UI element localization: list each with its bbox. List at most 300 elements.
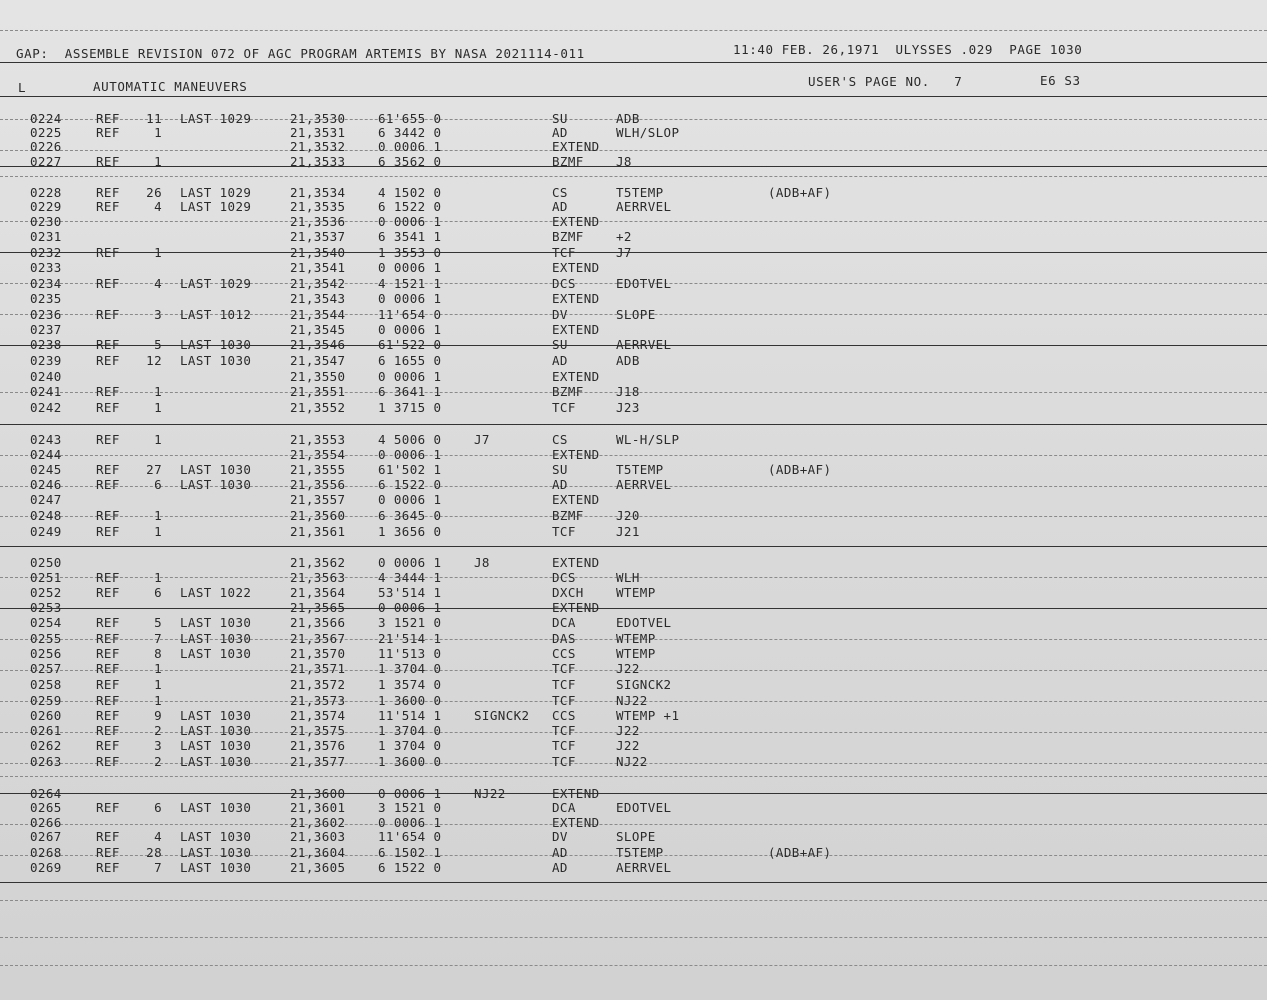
ref-label: REF (96, 860, 120, 875)
ref-count: 1 (154, 154, 162, 169)
ref-label: REF (96, 199, 120, 214)
opcode: TCF (552, 677, 576, 692)
ref-count: 28 (146, 845, 162, 860)
ref-count: 6 (154, 477, 162, 492)
octal-word: 6 1655 0 (378, 353, 442, 368)
listing-row (0, 139, 1267, 154)
octal-word: 61'502 1 (378, 462, 442, 477)
operand: NJ22 (616, 693, 648, 708)
ref-count: 6 (154, 585, 162, 600)
octal-word: 0 0006 1 (378, 600, 442, 615)
opcode: AD (552, 860, 568, 875)
octal-word: 0 0006 1 (378, 214, 442, 229)
opcode: TCF (552, 723, 576, 738)
address: 21,3573 (290, 693, 346, 708)
last-ref: LAST 1012 (180, 307, 252, 322)
listing-row (0, 447, 1267, 462)
line-number: 0260 (30, 708, 62, 723)
operand: J7 (616, 245, 632, 260)
ref-label: REF (96, 524, 120, 539)
listing-row (0, 369, 1267, 384)
octal-word: 1 3600 0 (378, 693, 442, 708)
ref-count: 5 (154, 615, 162, 630)
octal-word: 0 0006 1 (378, 322, 442, 337)
opcode: EXTEND (552, 786, 600, 801)
ref-count: 11 (146, 111, 162, 126)
ref-count: 27 (146, 462, 162, 477)
listing-row (0, 185, 1267, 200)
octal-word: 1 3704 0 (378, 723, 442, 738)
ref-label: REF (96, 111, 120, 126)
form-rule (0, 62, 1267, 63)
opcode: DCS (552, 276, 576, 291)
ref-label: REF (96, 570, 120, 585)
operand: EDOTVEL (616, 800, 672, 815)
last-ref: LAST 1030 (180, 477, 252, 492)
ref-label: REF (96, 462, 120, 477)
address: 21,3555 (290, 462, 346, 477)
listing-row (0, 570, 1267, 585)
last-ref: LAST 1030 (180, 615, 252, 630)
listing-row (0, 291, 1267, 306)
opcode: TCF (552, 693, 576, 708)
opcode: EXTEND (552, 447, 600, 462)
line-number: 0233 (30, 260, 62, 275)
octal-word: 53'514 1 (378, 585, 442, 600)
line-number: 0267 (30, 829, 62, 844)
ref-label: REF (96, 738, 120, 753)
address: 21,3532 (290, 139, 346, 154)
address: 21,3571 (290, 661, 346, 676)
octal-word: 4 1502 0 (378, 185, 442, 200)
listing-row (0, 646, 1267, 661)
address: 21,3551 (290, 384, 346, 399)
listing-row (0, 708, 1267, 723)
octal-word: 4 5006 0 (378, 432, 442, 447)
ref-label: REF (96, 307, 120, 322)
listing-row (0, 800, 1267, 815)
operand: EDOTVEL (616, 276, 672, 291)
listing-row (0, 260, 1267, 275)
address: 21,3562 (290, 555, 346, 570)
operand: +2 (616, 229, 632, 244)
octal-word: 11'514 1 (378, 708, 442, 723)
last-ref: LAST 1030 (180, 462, 252, 477)
line-number: 0247 (30, 492, 62, 507)
ref-label: REF (96, 125, 120, 140)
opcode: EXTEND (552, 600, 600, 615)
operand: WLH/SLOP (616, 125, 680, 140)
operand: J18 (616, 384, 640, 399)
ref-label: REF (96, 400, 120, 415)
opcode: DCA (552, 800, 576, 815)
operand: EDOTVEL (616, 615, 672, 630)
operand: T5TEMP (616, 462, 664, 477)
operand: J23 (616, 400, 640, 415)
ref-count: 4 (154, 276, 162, 291)
address: 21,3543 (290, 291, 346, 306)
octal-word: 3 1521 0 (378, 615, 442, 630)
listing-row (0, 111, 1267, 126)
opcode: CCS (552, 708, 576, 723)
form-rule (0, 937, 1267, 938)
operand: WTEMP (616, 585, 656, 600)
octal-word: 6 1522 0 (378, 860, 442, 875)
last-ref: LAST 1029 (180, 276, 252, 291)
last-ref: LAST 1030 (180, 708, 252, 723)
address: 21,3566 (290, 615, 346, 630)
opcode: TCF (552, 661, 576, 676)
opcode: SU (552, 337, 568, 352)
ref-label: REF (96, 384, 120, 399)
opcode: CS (552, 432, 568, 447)
octal-word: 0 0006 1 (378, 492, 442, 507)
operand: J22 (616, 723, 640, 738)
operand: J20 (616, 508, 640, 523)
operand: NJ22 (616, 754, 648, 769)
comment: (ADB+AF) (768, 845, 832, 860)
address: 21,3604 (290, 845, 346, 860)
octal-word: 11'654 0 (378, 829, 442, 844)
address: 21,3575 (290, 723, 346, 738)
opcode: AD (552, 125, 568, 140)
opcode: SU (552, 462, 568, 477)
listing-row (0, 214, 1267, 229)
operand: J21 (616, 524, 640, 539)
last-ref: LAST 1030 (180, 738, 252, 753)
listing-row (0, 693, 1267, 708)
ref-count: 1 (154, 524, 162, 539)
line-number: 0251 (30, 570, 62, 585)
address: 21,3601 (290, 800, 346, 815)
opcode: TCF (552, 738, 576, 753)
octal-word: 6 1522 0 (378, 477, 442, 492)
octal-word: 0 0006 1 (378, 815, 442, 830)
address: 21,3560 (290, 508, 346, 523)
comment: (ADB+AF) (768, 185, 832, 200)
line-number: 0256 (30, 646, 62, 661)
octal-word: 6 3562 0 (378, 154, 442, 169)
ref-count: 1 (154, 693, 162, 708)
line-number: 0266 (30, 815, 62, 830)
ref-count: 5 (154, 337, 162, 352)
address: 21,3546 (290, 337, 346, 352)
ref-count: 1 (154, 661, 162, 676)
opcode: AD (552, 845, 568, 860)
form-rule (0, 900, 1267, 901)
line-number: 0248 (30, 508, 62, 523)
address: 21,3603 (290, 829, 346, 844)
opcode: DCA (552, 615, 576, 630)
octal-word: 1 3574 0 (378, 677, 442, 692)
symbol-label: NJ22 (474, 786, 506, 801)
listing-row (0, 829, 1267, 844)
comment: (ADB+AF) (768, 462, 832, 477)
line-number: 0268 (30, 845, 62, 860)
operand: AERRVEL (616, 337, 672, 352)
last-ref: LAST 1030 (180, 829, 252, 844)
opcode: AD (552, 477, 568, 492)
line-number: 0249 (30, 524, 62, 539)
ref-count: 1 (154, 384, 162, 399)
opcode: DV (552, 307, 568, 322)
listing-row (0, 677, 1267, 692)
ref-count: 1 (154, 508, 162, 523)
log-section-letter: L (18, 80, 27, 95)
listing-row (0, 615, 1267, 630)
form-rule (0, 546, 1267, 547)
line-number: 0264 (30, 786, 62, 801)
form-rule (0, 30, 1267, 31)
opcode: BZMF (552, 384, 584, 399)
line-number: 0229 (30, 199, 62, 214)
address: 21,3534 (290, 185, 346, 200)
address: 21,3542 (290, 276, 346, 291)
line-number: 0244 (30, 447, 62, 462)
ref-label: REF (96, 631, 120, 646)
line-number: 0228 (30, 185, 62, 200)
ref-count: 6 (154, 800, 162, 815)
listing-row (0, 353, 1267, 368)
octal-word: 61'522 0 (378, 337, 442, 352)
ref-label: REF (96, 615, 120, 630)
operand: AERRVEL (616, 860, 672, 875)
last-ref: LAST 1030 (180, 845, 252, 860)
symbol-label: J8 (474, 555, 490, 570)
address: 21,3545 (290, 322, 346, 337)
operand: WL-H/SLP (616, 432, 680, 447)
address: 21,3552 (290, 400, 346, 415)
line-number: 0243 (30, 432, 62, 447)
listing-row (0, 492, 1267, 507)
address: 21,3563 (290, 570, 346, 585)
opcode: EXTEND (552, 291, 600, 306)
users-page-number: USER'S PAGE NO. 7 (808, 74, 963, 89)
listing-row (0, 860, 1267, 875)
listing-row (0, 723, 1267, 738)
opcode: TCF (552, 245, 576, 260)
address: 21,3531 (290, 125, 346, 140)
address: 21,3544 (290, 307, 346, 322)
address: 21,3567 (290, 631, 346, 646)
octal-word: 6 1522 0 (378, 199, 442, 214)
last-ref: LAST 1030 (180, 631, 252, 646)
operand: T5TEMP (616, 185, 664, 200)
octal-word: 1 3600 0 (378, 754, 442, 769)
operand: SIGNCK2 (616, 677, 672, 692)
operand: WTEMP (616, 646, 656, 661)
opcode: BZMF (552, 154, 584, 169)
line-number: 0238 (30, 337, 62, 352)
listing-row (0, 845, 1267, 860)
address: 21,3554 (290, 447, 346, 462)
line-number: 0240 (30, 369, 62, 384)
operand: AERRVEL (616, 477, 672, 492)
ref-count: 7 (154, 860, 162, 875)
ref-label: REF (96, 353, 120, 368)
ref-label: REF (96, 708, 120, 723)
address: 21,3577 (290, 754, 346, 769)
octal-word: 1 3715 0 (378, 400, 442, 415)
listing-row (0, 508, 1267, 523)
octal-word: 6 3641 1 (378, 384, 442, 399)
last-ref: LAST 1022 (180, 585, 252, 600)
octal-word: 21'514 1 (378, 631, 442, 646)
form-rule (0, 965, 1267, 966)
ref-label: REF (96, 693, 120, 708)
listing-row (0, 661, 1267, 676)
address: 21,3600 (290, 786, 346, 801)
operand: SLOPE (616, 307, 656, 322)
ref-label: REF (96, 337, 120, 352)
address: 21,3550 (290, 369, 346, 384)
listing-row (0, 337, 1267, 352)
ref-count: 1 (154, 125, 162, 140)
ref-label: REF (96, 677, 120, 692)
last-ref: LAST 1030 (180, 754, 252, 769)
line-number: 0241 (30, 384, 62, 399)
line-number: 0255 (30, 631, 62, 646)
line-number: 0253 (30, 600, 62, 615)
listing-row (0, 477, 1267, 492)
address: 21,3536 (290, 214, 346, 229)
line-number: 0246 (30, 477, 62, 492)
octal-word: 1 3656 0 (378, 524, 442, 539)
listing-row (0, 555, 1267, 570)
octal-word: 3 1521 0 (378, 800, 442, 815)
last-ref: LAST 1029 (180, 185, 252, 200)
opcode: AD (552, 353, 568, 368)
opcode: TCF (552, 400, 576, 415)
operand: WLH (616, 570, 640, 585)
ref-label: REF (96, 845, 120, 860)
line-number: 0252 (30, 585, 62, 600)
form-rule (0, 776, 1267, 777)
ref-label: REF (96, 661, 120, 676)
line-number: 0245 (30, 462, 62, 477)
address: 21,3574 (290, 708, 346, 723)
line-number: 0257 (30, 661, 62, 676)
ref-count: 1 (154, 432, 162, 447)
operand: J8 (616, 154, 632, 169)
ref-count: 8 (154, 646, 162, 661)
line-number: 0224 (30, 111, 62, 126)
line-number: 0269 (30, 860, 62, 875)
listing-row (0, 600, 1267, 615)
ref-label: REF (96, 585, 120, 600)
form-rule (0, 96, 1267, 97)
octal-word: 4 1521 1 (378, 276, 442, 291)
listing-row (0, 245, 1267, 260)
operand: AERRVEL (616, 199, 672, 214)
address: 21,3565 (290, 600, 346, 615)
address: 21,3557 (290, 492, 346, 507)
operand: ADB (616, 353, 640, 368)
last-ref: LAST 1030 (180, 800, 252, 815)
opcode: EXTEND (552, 214, 600, 229)
ref-label: REF (96, 185, 120, 200)
operand: J22 (616, 738, 640, 753)
octal-word: 0 0006 1 (378, 786, 442, 801)
ref-label: REF (96, 508, 120, 523)
last-ref: LAST 1030 (180, 860, 252, 875)
ref-label: REF (96, 276, 120, 291)
last-ref: LAST 1030 (180, 646, 252, 661)
listing-row (0, 384, 1267, 399)
octal-word: 6 3541 1 (378, 229, 442, 244)
line-number: 0262 (30, 738, 62, 753)
ref-count: 9 (154, 708, 162, 723)
ref-count: 1 (154, 245, 162, 260)
octal-word: 0 0006 1 (378, 260, 442, 275)
operand: T5TEMP (616, 845, 664, 860)
last-ref: LAST 1029 (180, 111, 252, 126)
operand: WTEMP (616, 631, 656, 646)
address: 21,3553 (290, 432, 346, 447)
line-number: 0261 (30, 723, 62, 738)
listing-row (0, 631, 1267, 646)
ref-count: 4 (154, 829, 162, 844)
assembly-header-right: 11:40 FEB. 26,1971 ULYSSES .029 PAGE 1030 (733, 42, 1083, 57)
listing-row (0, 754, 1267, 769)
opcode: DV (552, 829, 568, 844)
octal-word: 6 1502 1 (378, 845, 442, 860)
listing-row (0, 229, 1267, 244)
octal-word: 1 3553 0 (378, 245, 442, 260)
address: 21,3576 (290, 738, 346, 753)
line-number: 0232 (30, 245, 62, 260)
opcode: BZMF (552, 508, 584, 523)
ref-count: 3 (154, 307, 162, 322)
opcode: DCS (552, 570, 576, 585)
operand: J22 (616, 661, 640, 676)
address: 21,3537 (290, 229, 346, 244)
ref-count: 1 (154, 570, 162, 585)
form-rule (0, 882, 1267, 883)
octal-word: 0 0006 1 (378, 139, 442, 154)
last-ref: LAST 1030 (180, 337, 252, 352)
opcode: TCF (552, 754, 576, 769)
address: 21,3533 (290, 154, 346, 169)
listing-row (0, 585, 1267, 600)
octal-word: 0 0006 1 (378, 447, 442, 462)
line-number: 0226 (30, 139, 62, 154)
opcode: DAS (552, 631, 576, 646)
octal-word: 1 3704 0 (378, 738, 442, 753)
opcode: CCS (552, 646, 576, 661)
listing-row (0, 462, 1267, 477)
ref-count: 26 (146, 185, 162, 200)
opcode: SU (552, 111, 568, 126)
address: 21,3564 (290, 585, 346, 600)
listing-row (0, 400, 1267, 415)
ref-count: 3 (154, 738, 162, 753)
listing-row (0, 432, 1267, 447)
ref-label: REF (96, 154, 120, 169)
address: 21,3561 (290, 524, 346, 539)
octal-word: 11'654 0 (378, 307, 442, 322)
octal-word: 61'655 0 (378, 111, 442, 126)
listing-row (0, 276, 1267, 291)
opcode: AD (552, 199, 568, 214)
ref-count: 4 (154, 199, 162, 214)
form-rule (0, 176, 1267, 177)
line-number: 0231 (30, 229, 62, 244)
line-number: 0265 (30, 800, 62, 815)
opcode: EXTEND (552, 139, 600, 154)
opcode: EXTEND (552, 369, 600, 384)
section-title: AUTOMATIC MANEUVERS (93, 79, 248, 94)
